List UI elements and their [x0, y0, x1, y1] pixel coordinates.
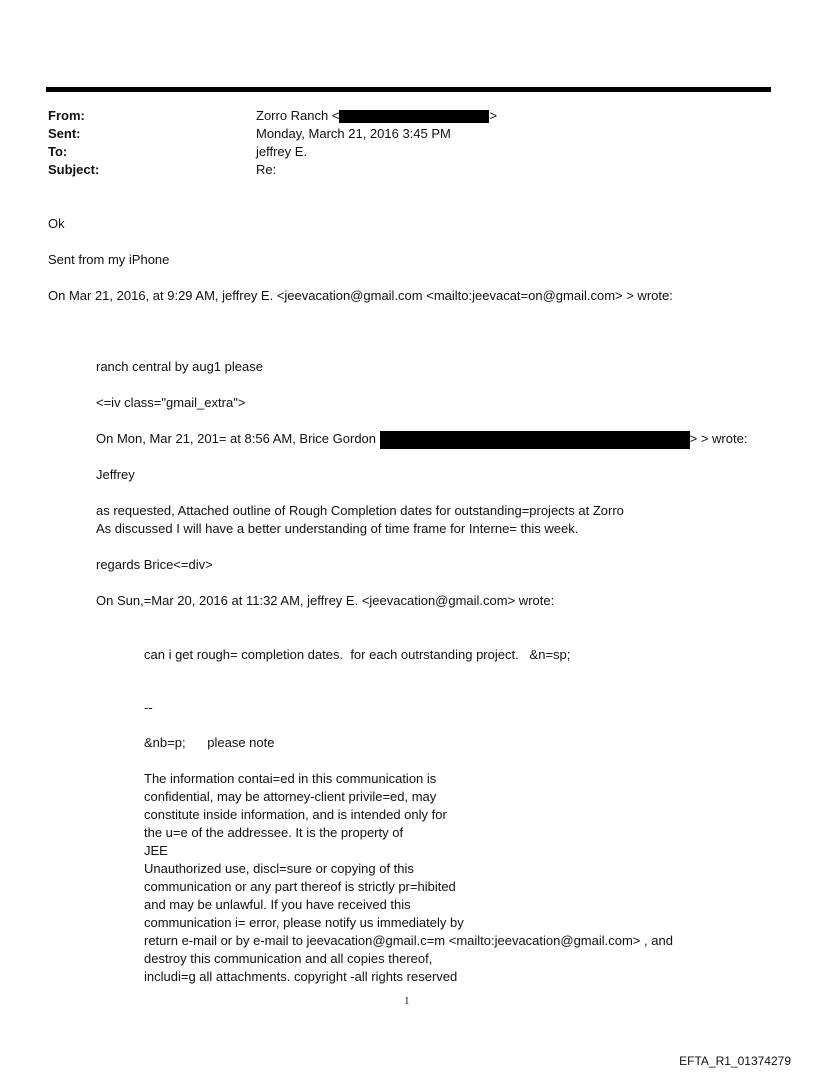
disclaimer-line: return e-mail or by e-mail to jeevacation@gmail.c=m <mailto:jeevacation@gmail.com> , and	[144, 933, 673, 948]
body-line: On Sun,=Mar 20, 2016 at 11:32 AM, jeffrey E. <jeevacation@gmail.com> wrote:	[96, 593, 555, 608]
to-label: To:	[48, 144, 68, 159]
from-label: From:	[48, 108, 85, 123]
disclaimer-line: destroy this communication and all copies thereof,	[144, 951, 433, 966]
disclaimer-line: includi=g all attachments. copyright -all rights reserved	[144, 969, 458, 984]
disclaimer-line: Unauthorized use, discl=sure or copying of this	[144, 861, 414, 876]
body-line: as requested, Attached outline of Rough Completion dates for outstanding=projects at Zorro	[96, 503, 624, 518]
subject-label: Subject:	[48, 162, 100, 177]
to-value: jeffrey E.	[256, 144, 308, 159]
sent-label: Sent:	[48, 126, 81, 141]
disclaimer-line: the u=e of the addressee. It is the property of	[144, 825, 404, 840]
subject-value: Re:	[256, 162, 277, 177]
header-rule	[46, 87, 771, 92]
disclaimer-line: JEE	[144, 843, 168, 858]
from-close: >	[489, 108, 498, 123]
document-id: EFTA_R1_01374279	[679, 1054, 791, 1068]
body-line: On Mar 21, 2016, at 9:29 AM, jeffrey E. <jeevacation@gmail.com <mailto:jeevacat=on@gmail.com> > wrote:	[48, 288, 673, 303]
disclaimer-line: confidential, may be attorney-client privile=ed, may	[144, 789, 437, 804]
disclaimer-line: The information contai=ed in this communication is	[144, 771, 437, 786]
body-line: <=iv class="gmail_extra">	[96, 395, 246, 410]
brice-quote-suffix: > > wrote:	[689, 431, 748, 446]
redaction-block	[339, 110, 489, 123]
brice-quote-prefix: On Mon, Mar 21, 201= at 8:56 AM, Brice Gordon	[96, 431, 377, 446]
sent-value: Monday, March 21, 2016 3:45 PM	[256, 126, 451, 141]
disclaimer-line: communication i= error, please notify us immediately by	[144, 915, 464, 930]
disclaimer-line: communication or any part thereof is strictly pr=hibited	[144, 879, 456, 894]
body-line	[96, 430, 747, 449]
body-line: As discussed I will have a better understanding of time frame for Interne= this week.	[96, 521, 579, 536]
body-line: &nb=p; please note	[144, 735, 275, 750]
redaction-block	[380, 431, 690, 449]
page-number: 1	[404, 995, 410, 1007]
body-line: --	[144, 700, 153, 715]
body-line: Sent from my iPhone	[48, 252, 170, 267]
disclaimer-line: constitute inside information, and is intended only for	[144, 807, 447, 822]
body-line: regards Brice<=div>	[96, 557, 213, 572]
body-line: Jeffrey	[96, 467, 135, 482]
from-name: Zorro Ranch <	[256, 108, 340, 123]
body-line: can i get rough= completion dates. for each outrstanding project. &n=sp;	[144, 647, 571, 662]
body-line: Ok	[48, 216, 65, 231]
disclaimer-line: and may be unlawful. If you have received this	[144, 897, 411, 912]
from-value	[256, 107, 497, 125]
body-line: ranch central by aug1 please	[96, 359, 263, 374]
